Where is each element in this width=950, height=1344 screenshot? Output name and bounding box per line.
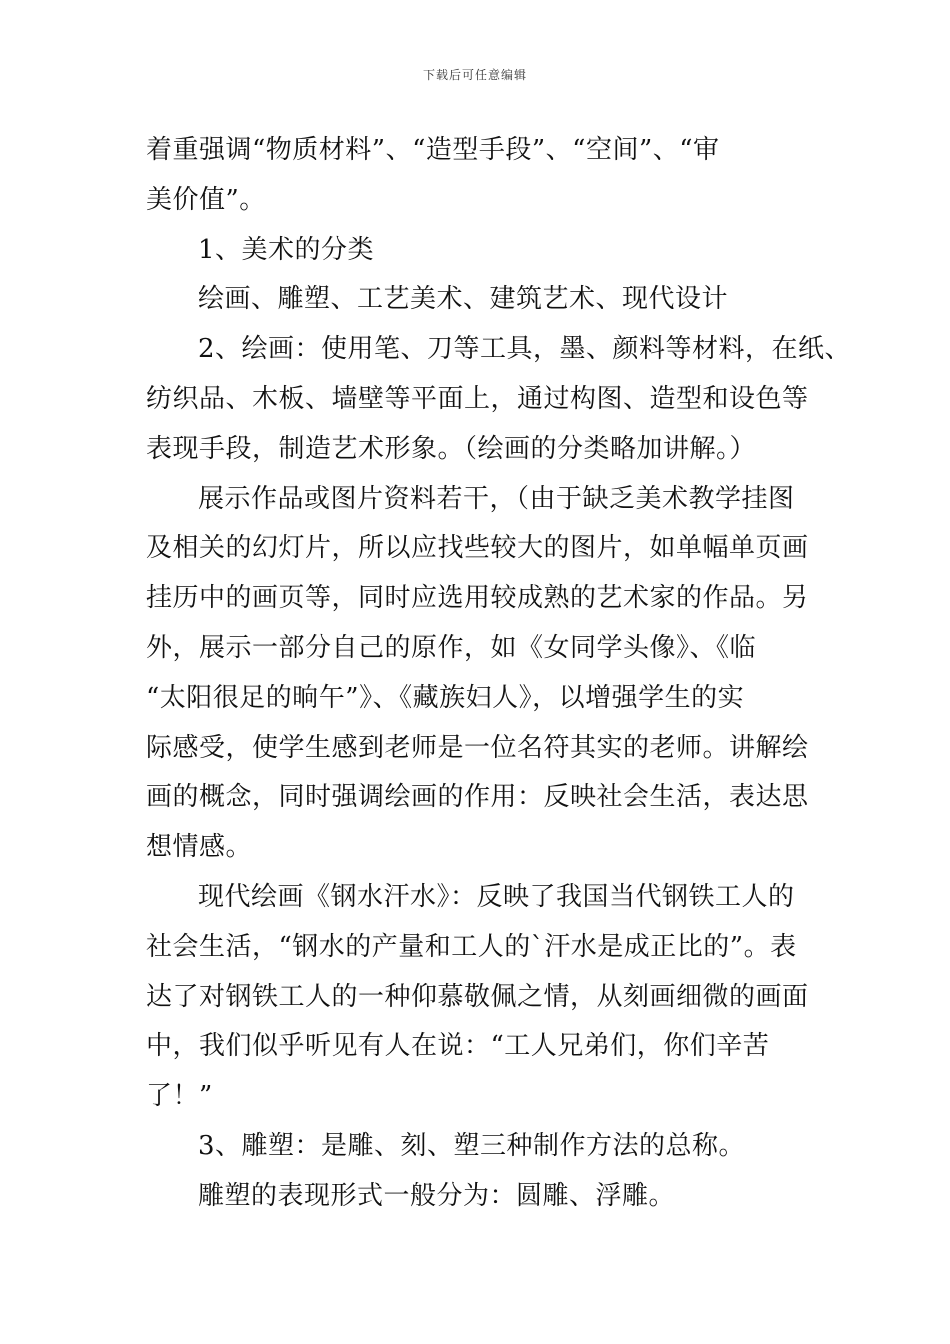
text-line: 绘画、雕塑、工艺美术、建筑艺术、现代设计: [198, 284, 729, 315]
text-line: 美价值”。: [146, 184, 266, 215]
text-line: 想情感。: [146, 832, 253, 863]
text-line: 社会生活，“钢水的产量和工人的`汗水是成正比的”。表: [146, 931, 797, 962]
text-line: “太阳很足的晌午”》、《藏族妇人》，以增强学生的实: [146, 682, 745, 713]
text-line: 达了对钢铁工人的一种仰慕敬佩之情，从刻画细微的画面: [146, 981, 809, 1012]
section-heading: 2、绘画：使用笔、刀等工具，墨、颜料等材料，在纸、: [198, 334, 852, 365]
text-line: 画的概念，同时强调绘画的作用：反映社会生活，表达思: [146, 782, 809, 813]
text-line: 了！”: [146, 1081, 213, 1112]
text-line: 展示作品或图片资料若干，（由于缺乏美术教学挂图: [198, 483, 795, 514]
text-line: 纺织品、木板、墙壁等平面上，通过构图、造型和设色等: [146, 383, 809, 414]
text-line: 挂历中的画页等，同时应选用较成熟的艺术家的作品。另: [146, 583, 809, 614]
document-body: [146, 126, 852, 1222]
text-line: 外，展示一部分自己的原作，如《女同学头像》、《临: [146, 632, 757, 663]
text-line: 雕塑的表现形式一般分为：圆雕、浮雕。: [198, 1180, 676, 1211]
text-line: 现代绘画《钢水汗水》：反映了我国当代钢铁工人的: [198, 881, 795, 912]
text-line: 着重强调“物质材料”、“造型手段”、“空间”、“审: [146, 135, 720, 165]
section-heading: 1、美术的分类: [198, 234, 375, 265]
text-line: 际感受，使学生感到老师是一位名符其实的老师。讲解绘: [146, 732, 809, 763]
text-line: 中，我们似乎听见有人在说：“工人兄弟们，你们辛苦: [146, 1031, 770, 1062]
text-line: 表现手段，制造艺术形象。（绘画的分类略加讲解。）: [146, 433, 757, 464]
text-line: 及相关的幻灯片，所以应找些较大的图片，如单幅单页画: [146, 533, 809, 564]
section-heading: 3、雕塑：是雕、刻、塑三种制作方法的总称。: [198, 1130, 746, 1161]
page-header: 下载后可任意编辑: [422, 68, 527, 82]
